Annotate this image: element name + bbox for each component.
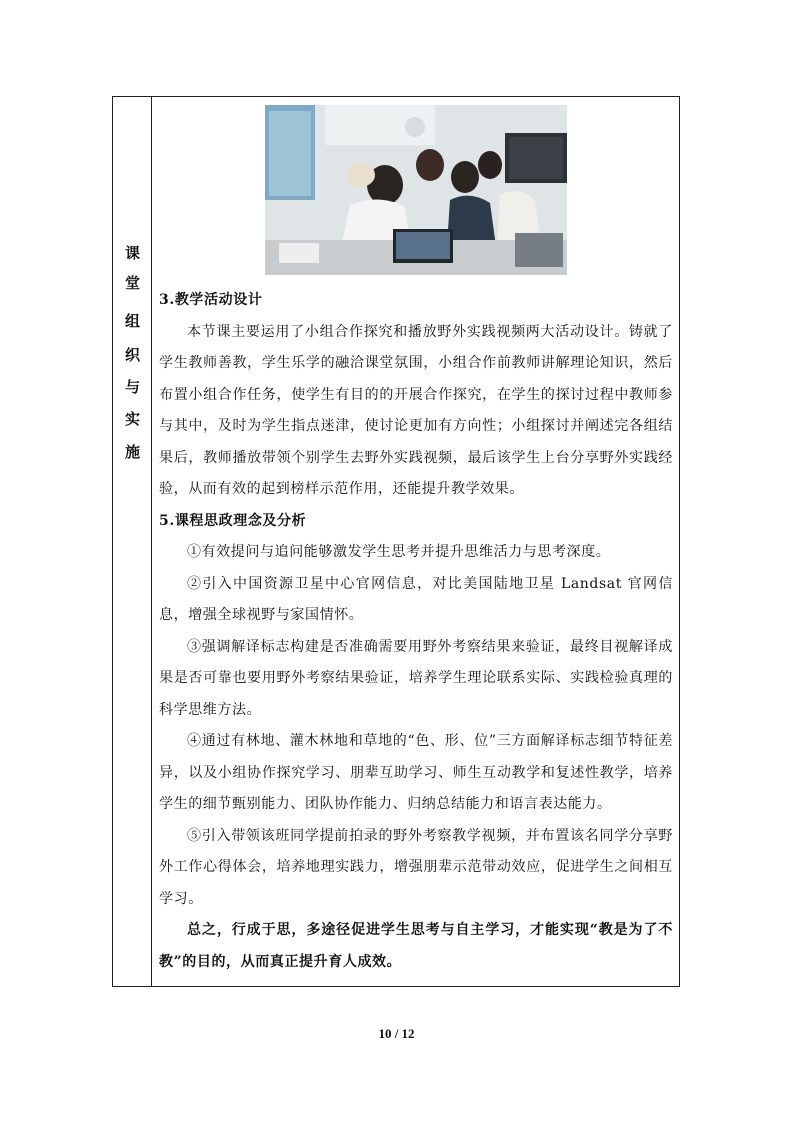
- section5-item: ④通过有林地、灌木林地和草地的“色、形、位”三方面解译标志细节特征差异，以及小组协作探究学习、朋辈互助学习、师生互动教学和复述性教学，培养学生的细节甄别能力、团队协作能力、归纳总结能力和语言表达能力。: [159, 733, 673, 812]
- section5-heading: 5.课程思政理念及分析: [159, 512, 307, 529]
- content-cell: [153, 97, 679, 986]
- side-label-char: 实: [124, 410, 140, 428]
- side-label-char: 堂: [124, 274, 140, 292]
- side-label-char: 课: [124, 244, 140, 262]
- section5-item: ⑤引入带领该班同学提前拍录的野外考察教学视频，并布置该名同学分享野外工作心得体会，培养地理实践力，增强朋辈示范带动效应，促进学生之间相互学习。: [159, 827, 673, 907]
- side-label-char: 组: [124, 312, 140, 330]
- section5-item: ③强调解译标志构建是否准确需要用野外考察结果来验证，最终目视解译成果是否可靠也要用野外考察结果验证，培养学生理论联系实际、实践检验真理的科学思维方法。: [159, 638, 673, 718]
- classroom-photo: [265, 105, 567, 275]
- section5-item: ②引入中国资源卫星中心官网信息，对比美国陆地卫星 Landsat 官网信息，增强全球视野与家国情怀。: [159, 575, 673, 623]
- side-label-char: 织: [124, 346, 140, 364]
- side-label-column: [113, 97, 152, 986]
- section3-paragraph: 本节课主要运用了小组合作探究和播放野外实践视频两大活动设计。铸就了学生教师善教，学生乐学的融洽课堂氛围，小组合作前教师讲解理论知识，然后布置小组合作任务，使学生有目的的开展合作探究，在学生的探讨过程中教师参与其中，及时为学生指点迷津，使讨论更加有方向性；小组探讨并阐述完各组结果后，教师播放带领个别学生去野外实践视频，最后该学生上台分享野外实践经验，从而有效的起到榜样示范作用，还能提升教学效果。: [159, 323, 673, 497]
- page-number: 10 / 12: [378, 1026, 415, 1041]
- section5-summary: 总之，行成于思，多途径促进学生思考与自主学习，才能实现“教是为了不教”的目的，从而真正提升育人成效。: [159, 922, 673, 970]
- section3-heading: 3.教学活动设计: [159, 292, 263, 308]
- lesson-table: [112, 96, 680, 987]
- text-body: [159, 285, 673, 978]
- section5-item: ①有效提问与追问能够激发学生思考并提升思维活力与思考深度。: [187, 544, 611, 560]
- side-label-char: 与: [124, 378, 140, 396]
- side-label-char: 施: [124, 443, 140, 461]
